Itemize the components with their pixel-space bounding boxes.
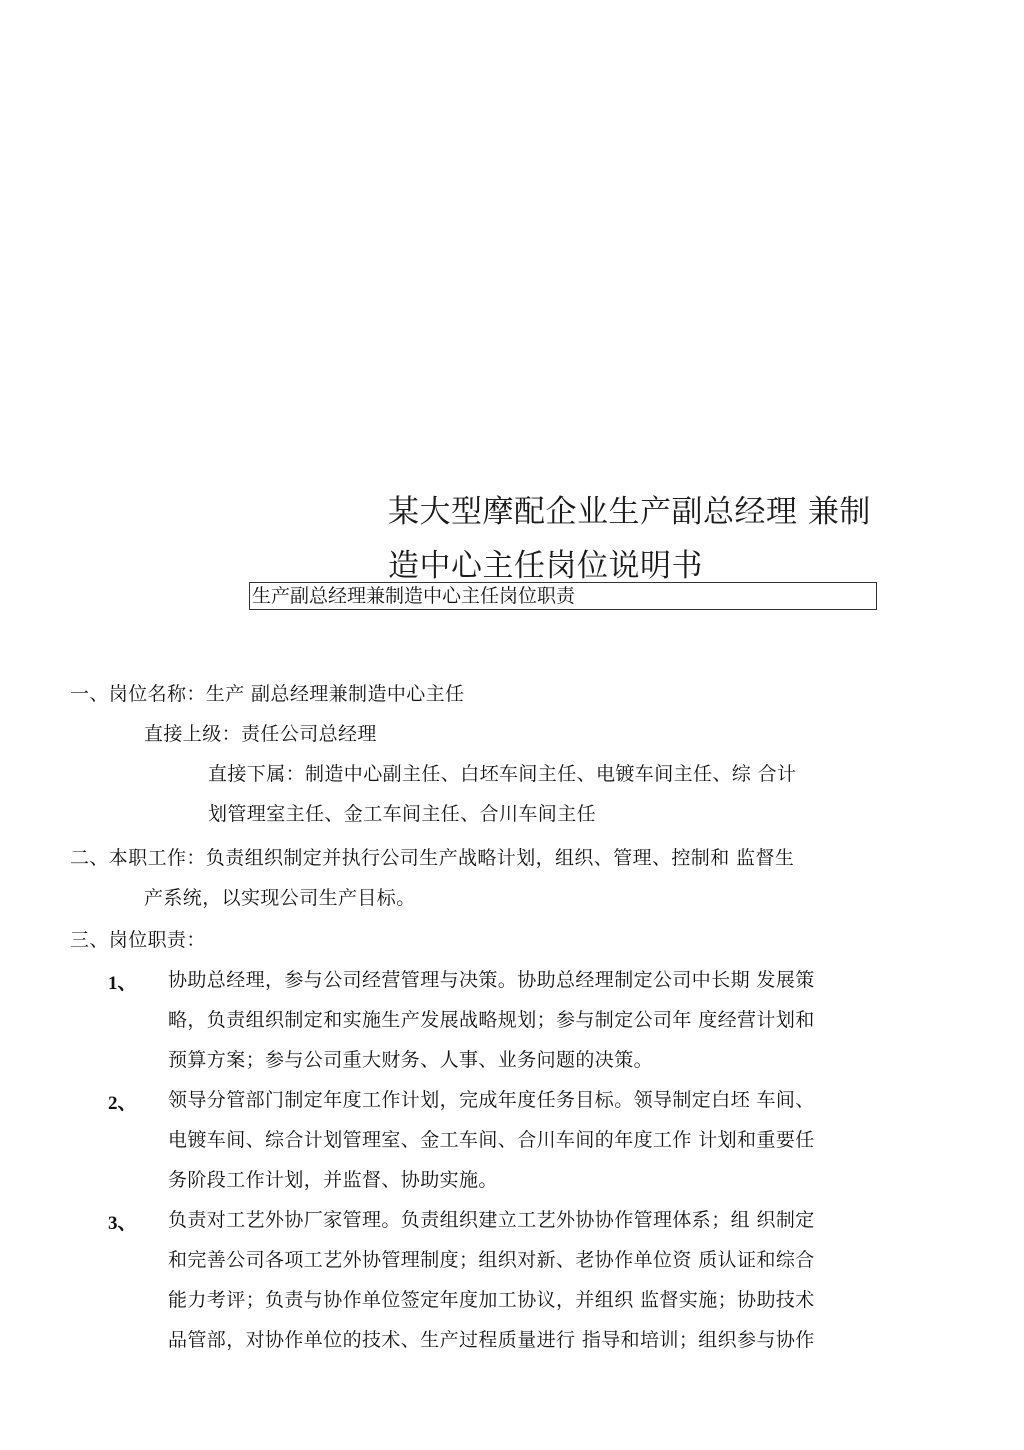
item-2-line-2: 电镀车间、综合计划管理室、金工车间、合川车间的年度工作 计划和重要任 xyxy=(168,1129,815,1151)
position-name: 一、岗位名称：生产 副总经理兼制造中心主任 xyxy=(70,683,465,705)
direct-subordinates-line-2: 划管理室主任、金工车间主任、合川车间主任 xyxy=(208,803,597,825)
item-1-line-2: 略，负责组织制定和实施生产发展战略规划；参与制定公司年 度经营计划和 xyxy=(168,1009,815,1031)
item-3-line-2: 和完善公司各项工艺外协管理制度；组织对新、老协作单位资 质认证和综合 xyxy=(168,1249,815,1271)
boxed-heading: 生产副总经理兼制造中心主任岗位职责 xyxy=(249,582,877,610)
item-1-line-1: 协助总经理，参与公司经营管理与决策。协助总经理制定公司中长期 发展策 xyxy=(168,969,815,991)
document-title-line-1: 某大型摩配企业生产副总经理 兼制 xyxy=(388,494,871,530)
item-3-line-3: 能力考评；负责与协作单位签定年度加工协议，并组织 监督实施；协助技术 xyxy=(168,1289,815,1311)
item-number: 2、 xyxy=(108,1093,137,1114)
item-2-line-1: 领导分管部门制定年度工作计划，完成年度任务目标。领导制定白坯 车间、 xyxy=(168,1089,815,1111)
direct-superior: 直接上级：责任公司总经理 xyxy=(144,723,377,745)
item-1-line-3: 预算方案；参与公司重大财务、人事、业务问题的决策。 xyxy=(168,1049,654,1071)
responsibilities-heading: 三、岗位职责： xyxy=(70,929,206,951)
job-summary-line-2: 产系统，以实现公司生产目标。 xyxy=(144,887,416,909)
item-3-line-4: 品管部，对协作单位的技术、生产过程质量进行 指导和培训；组织参与协作 xyxy=(168,1329,815,1351)
job-summary-line-1: 二、本职工作：负责组织制定并执行公司生产战略计划，组织、管理、控制和 监督生 xyxy=(70,847,795,869)
direct-subordinates-line-1: 直接下属：制造中心副主任、白坯车间主任、电镀车间主任、综 合计 xyxy=(208,763,797,785)
item-number: 3、 xyxy=(108,1213,137,1234)
item-2-line-3: 务阶段工作计划，并监督、协助实施。 xyxy=(168,1169,498,1191)
item-number: 1、 xyxy=(108,973,137,994)
item-3-line-1: 负责对工艺外协厂家管理。负责组织建立工艺外协协作管理体系；组 织制定 xyxy=(168,1209,815,1231)
document-title-line-2: 造中心主任岗位说明书 xyxy=(388,548,703,584)
